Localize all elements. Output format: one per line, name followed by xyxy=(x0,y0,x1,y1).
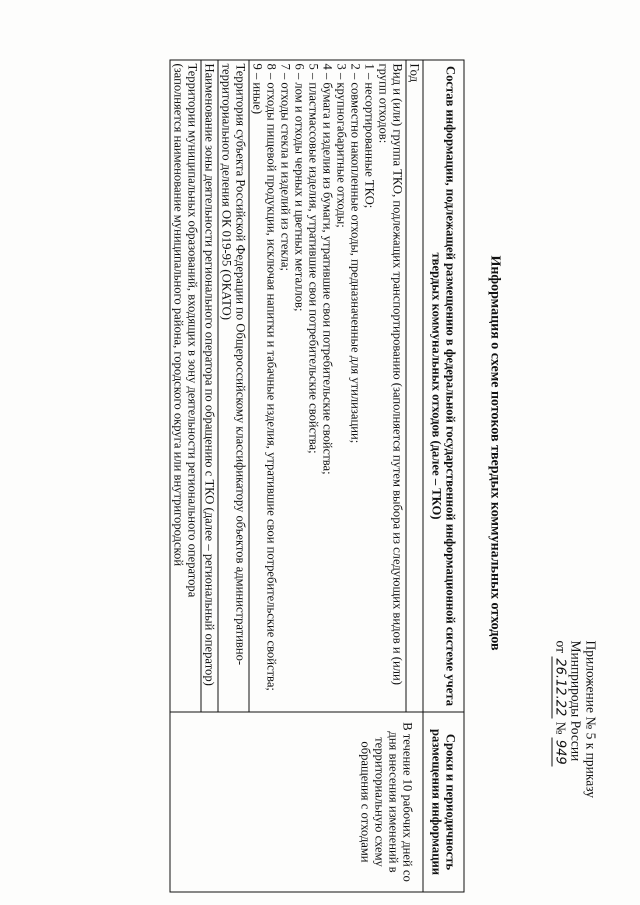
header-composition: Состав информации, подлежащей размещению в федеральной государственной информационной системе учета твердых коммунальных отходов (далее – ТКО) xyxy=(423,60,464,712)
document-title: Информация о схеме потоков твердых коммунальных отходов xyxy=(487,254,502,651)
waste-type-7: 7 – отходы стекла и изделий из стекла; xyxy=(278,63,292,271)
waste-type-4: 4 – бумага и изделия из бумаги, утратившие свои потребительские свойства; xyxy=(320,63,334,475)
stamp-no-label: № xyxy=(553,721,568,735)
row-waste-types xyxy=(249,60,406,712)
waste-type-3: 3 – крупногабаритные отходы; xyxy=(334,63,348,228)
municipal-text: Территории муниципальных образований, входящих в зону деятельности регионального оператора xyxy=(185,63,199,597)
waste-type-8: 8 – отходы пищевой продукции, исключая напитки и табачные изделия, утратившие свои потребительские свойства; xyxy=(264,63,278,691)
stamp-number: 949 xyxy=(552,739,567,765)
municipal-note: (заполняется наименование муниципального района, городского округа или внутригородской xyxy=(171,63,185,566)
stamp-from: от xyxy=(553,640,568,653)
waste-type-5: 5 – пластмассовые изделия, утратившие свои потребительские свойства; xyxy=(306,63,320,454)
stamp-line-2: Минприроды России xyxy=(568,640,583,761)
approval-stamp xyxy=(551,640,598,870)
row-year: Год xyxy=(406,60,423,712)
stamp-line-3 xyxy=(551,640,568,870)
table-header-row xyxy=(423,60,464,892)
table-row xyxy=(406,60,423,892)
waste-type-2: 2 – совместно накопленные отходы, предназначенные для утилизации; xyxy=(348,63,362,443)
row-territory: Территория субъекта Российской Федерации по Общероссийскому классификатору объектов административно-территориального деления ОК 019-95 (ОКАТО) xyxy=(218,60,249,712)
stamp-date: 26.12.22 xyxy=(552,657,567,716)
period-cell: В течение 10 рабочих дней со дня внесения изменений в территориальную схему обращения с отходами xyxy=(170,712,423,892)
row-municipal xyxy=(170,60,201,712)
stamp-line-1: Приложение № 5 к приказу xyxy=(583,640,598,798)
waste-types-intro: Вид и (или) группа ТКО, подлежащих транспортированию (заполняется путем выбора из следующих видов и (или) групп отходов: xyxy=(376,63,404,685)
waste-type-1: 1 – несортированные ТКО; xyxy=(362,63,376,208)
row-zone: Наименование зоны деятельности регионального оператора по обращению с ТКО (далее – региональный оператор) xyxy=(201,60,218,712)
waste-type-6: 6 – лом и отходы черных и цветных металлов; xyxy=(292,63,306,311)
info-table xyxy=(169,59,464,892)
waste-type-9: 9 – иные) xyxy=(250,63,264,114)
header-periodicity: Сроки и периодичность размещения информации xyxy=(423,712,464,892)
